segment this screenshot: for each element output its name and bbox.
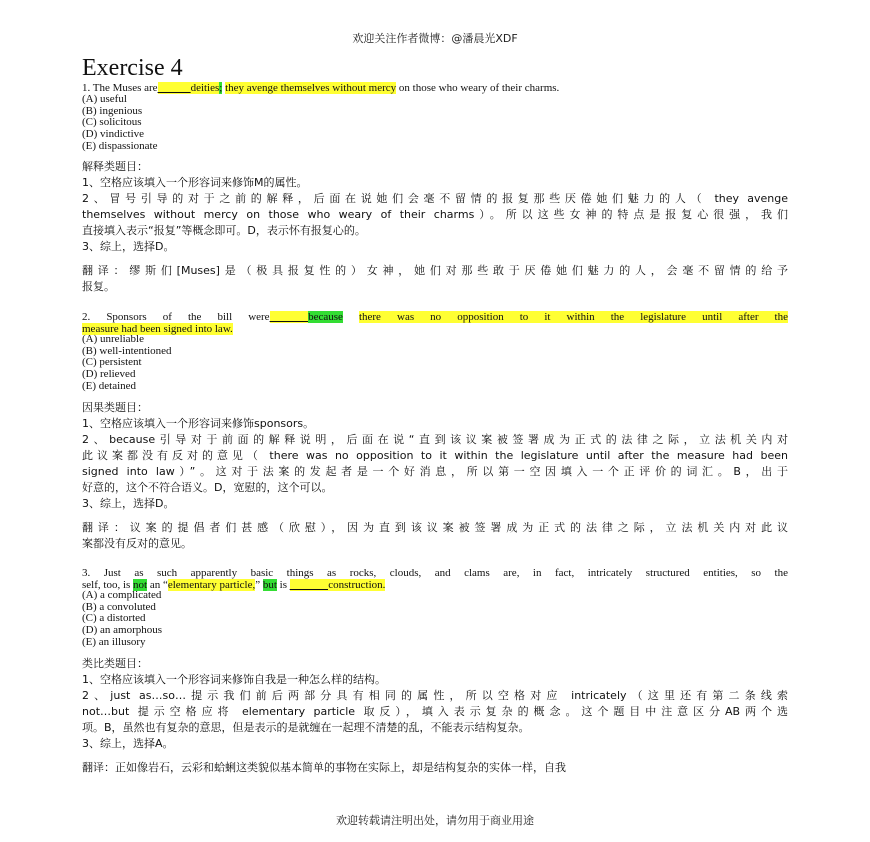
q2-options — [82, 334, 172, 393]
q3-text-2: an “ — [147, 579, 168, 591]
page-header: 欢迎关注作者微博：@潘晨光XDF — [352, 32, 518, 45]
q2-line-2 — [82, 323, 788, 335]
q3-option-b: (B) a convoluted — [82, 600, 156, 613]
q3-type-label: 类比类题目： — [82, 657, 148, 670]
q3-analysis-3: 3、综上，选择A。 — [82, 737, 174, 750]
q1-option-d: (D) vindictive — [82, 128, 145, 141]
q1-translation-2: 报复。 — [82, 280, 115, 293]
q3-text-3: ” — [255, 579, 263, 591]
q2-analysis-2b: 此议案都没有反对的意见（ there was no opposition to it within the legislature until after the measure had been — [82, 449, 788, 462]
q1-colon: ; — [219, 82, 223, 94]
q2-option-a: (A) unreliable — [82, 333, 144, 345]
q3-translation-1: 翻译：正如像岩石，云彩和蛤蜊这类貌似基本简单的事物在实际上，却是结构复杂的实体一样，自我 — [82, 761, 566, 774]
q1-highlight: they avenge themselves without mercy — [225, 82, 397, 94]
q3-analysis-2b: not…but 提示空格应将 elementary particle 取反），填入表示复杂的概念。这个题目中注意区分AB两个选 — [82, 705, 788, 718]
q1-translation-1: 翻译：缪斯们[Muses]是（极具报复性的）女神，她们对那些敢于厌倦她们魅力的人，会毫不留情的给予 — [82, 264, 788, 277]
q1-text-end: on those who weary of their charms. — [396, 82, 560, 94]
q3-analysis — [82, 656, 788, 776]
q1-options — [82, 94, 157, 153]
q3-keyword-but: but — [262, 579, 277, 591]
q2-analysis-2c: signed into law）”。这对于法案的发起者是一个好消息，所以第一空因填入一个正评价的词汇。B，出于 — [82, 465, 788, 478]
q3-analysis-1: 1、空格应该填入一个形容词来修饰自我是一种怎么样的结构。 — [82, 673, 386, 686]
q1-type-label: 解释类题目： — [82, 160, 148, 173]
question-3-stem — [82, 567, 788, 591]
q1-analysis-2c: 直接填入表示“报复”等概念即可。D，表示怀有报复心的。 — [82, 224, 366, 237]
q1-analysis-2a: 2、冒号引导的对于之前的解释，后面在说她们会毫不留情的报复那些厌倦她们魅力的人（ they avenge — [82, 192, 788, 205]
q1-option-b: (B) ingenious — [82, 104, 143, 117]
q3-highlight-2: construction. — [328, 579, 386, 591]
q3-option-e: (E) an illusory — [82, 635, 146, 648]
q2-option-b: (B) well-intentioned — [82, 344, 172, 357]
q3-blank: _______ — [289, 579, 329, 591]
q2-option-e: (E) detained — [82, 379, 137, 392]
q3-option-a: (A) a complicated — [82, 589, 162, 601]
q2-analysis-3: 3、综上，选择D。 — [82, 497, 175, 510]
q3-option-d: (D) an amorphous — [82, 624, 163, 637]
q2-option-d: (D) relieved — [82, 368, 136, 381]
q3-text: self, too, is — [82, 579, 134, 591]
q1-option-e: (E) dispassionate — [82, 139, 158, 152]
q2-analysis-2d: 好意的，这个不符合语义。D，宽慰的，这个可以。 — [82, 481, 333, 494]
q3-option-c: (C) a distorted — [82, 612, 146, 625]
q2-analysis-2a: 2、because引导对于前面的解释说明，后面在说“直到该议案被签署成为正式的法律之际，立法机关内对 — [82, 433, 788, 446]
q1-text: 1. The Muses are — [82, 82, 158, 94]
q1-analysis-3: 3、综上，选择D。 — [82, 240, 175, 253]
q1-analysis — [82, 159, 788, 295]
q1-blank: ______ — [157, 82, 191, 94]
q3-options — [82, 590, 162, 649]
q3-keyword-not: not — [133, 579, 148, 591]
q2-highlight-1: there was no opposition to it within the legislature until after the — [358, 311, 788, 323]
q3-highlight-1: elementary particle, — [167, 579, 256, 591]
q2-space — [343, 311, 359, 323]
question-2-stem — [82, 311, 788, 335]
q3-line-1: 3. Just as such apparently basic things as rocks, clouds, and clams are, in fact, intricately structured entities, so the — [82, 567, 788, 579]
q3-analysis-2c: 项。B，虽然也有复杂的意思，但是表示的是就缠在一起理不清楚的乱，不能表示结构复杂。 — [82, 721, 530, 734]
question-1-stem — [82, 82, 788, 94]
q1-option-a: (A) useful — [82, 93, 127, 105]
q2-translation-1: 翻译：议案的提倡者们甚感（欣慰），因为直到该议案被签署成为正式的法律之际，立法机关内对此议 — [82, 521, 788, 534]
q2-line-1 — [82, 311, 788, 323]
q2-type-label: 因果类题目： — [82, 401, 148, 414]
q2-option-c: (C) persistent — [82, 356, 142, 369]
q2-blank: _______ — [269, 311, 309, 323]
q2-analysis — [82, 400, 788, 552]
q1-analysis-1: 1、空格应该填入一个形容词来修饰M的属性。 — [82, 176, 308, 189]
q3-text-4: is — [276, 579, 290, 591]
q1-option-c: (C) solicitous — [82, 116, 142, 129]
page-title: Exercise 4 — [82, 55, 183, 81]
q2-keyword: because — [308, 311, 343, 323]
q3-analysis-2a: 2、just as…so…提示我们前后两部分具有相同的属性，所以空格对应 intricately（这里还有第二条线索 — [82, 689, 788, 702]
q2-analysis-1: 1、空格应该填入一个形容词来修饰sponsors。 — [82, 417, 315, 430]
q2-highlight-2: measure had been signed into law. — [82, 323, 233, 335]
q1-analysis-2b: themselves without mercy on those who weary of their charms）。所以这些女神的特点是报复心很强，我们 — [82, 208, 788, 221]
q3-line-2 — [82, 579, 788, 591]
q1-keyword: deities — [190, 82, 220, 94]
q2-text: 2. Sponsors of the bill were — [82, 311, 270, 323]
page-footer: 欢迎转载请注明出处，请勿用于商业用途 — [336, 814, 534, 827]
q2-translation-2: 案都没有反对的意见。 — [82, 537, 192, 550]
